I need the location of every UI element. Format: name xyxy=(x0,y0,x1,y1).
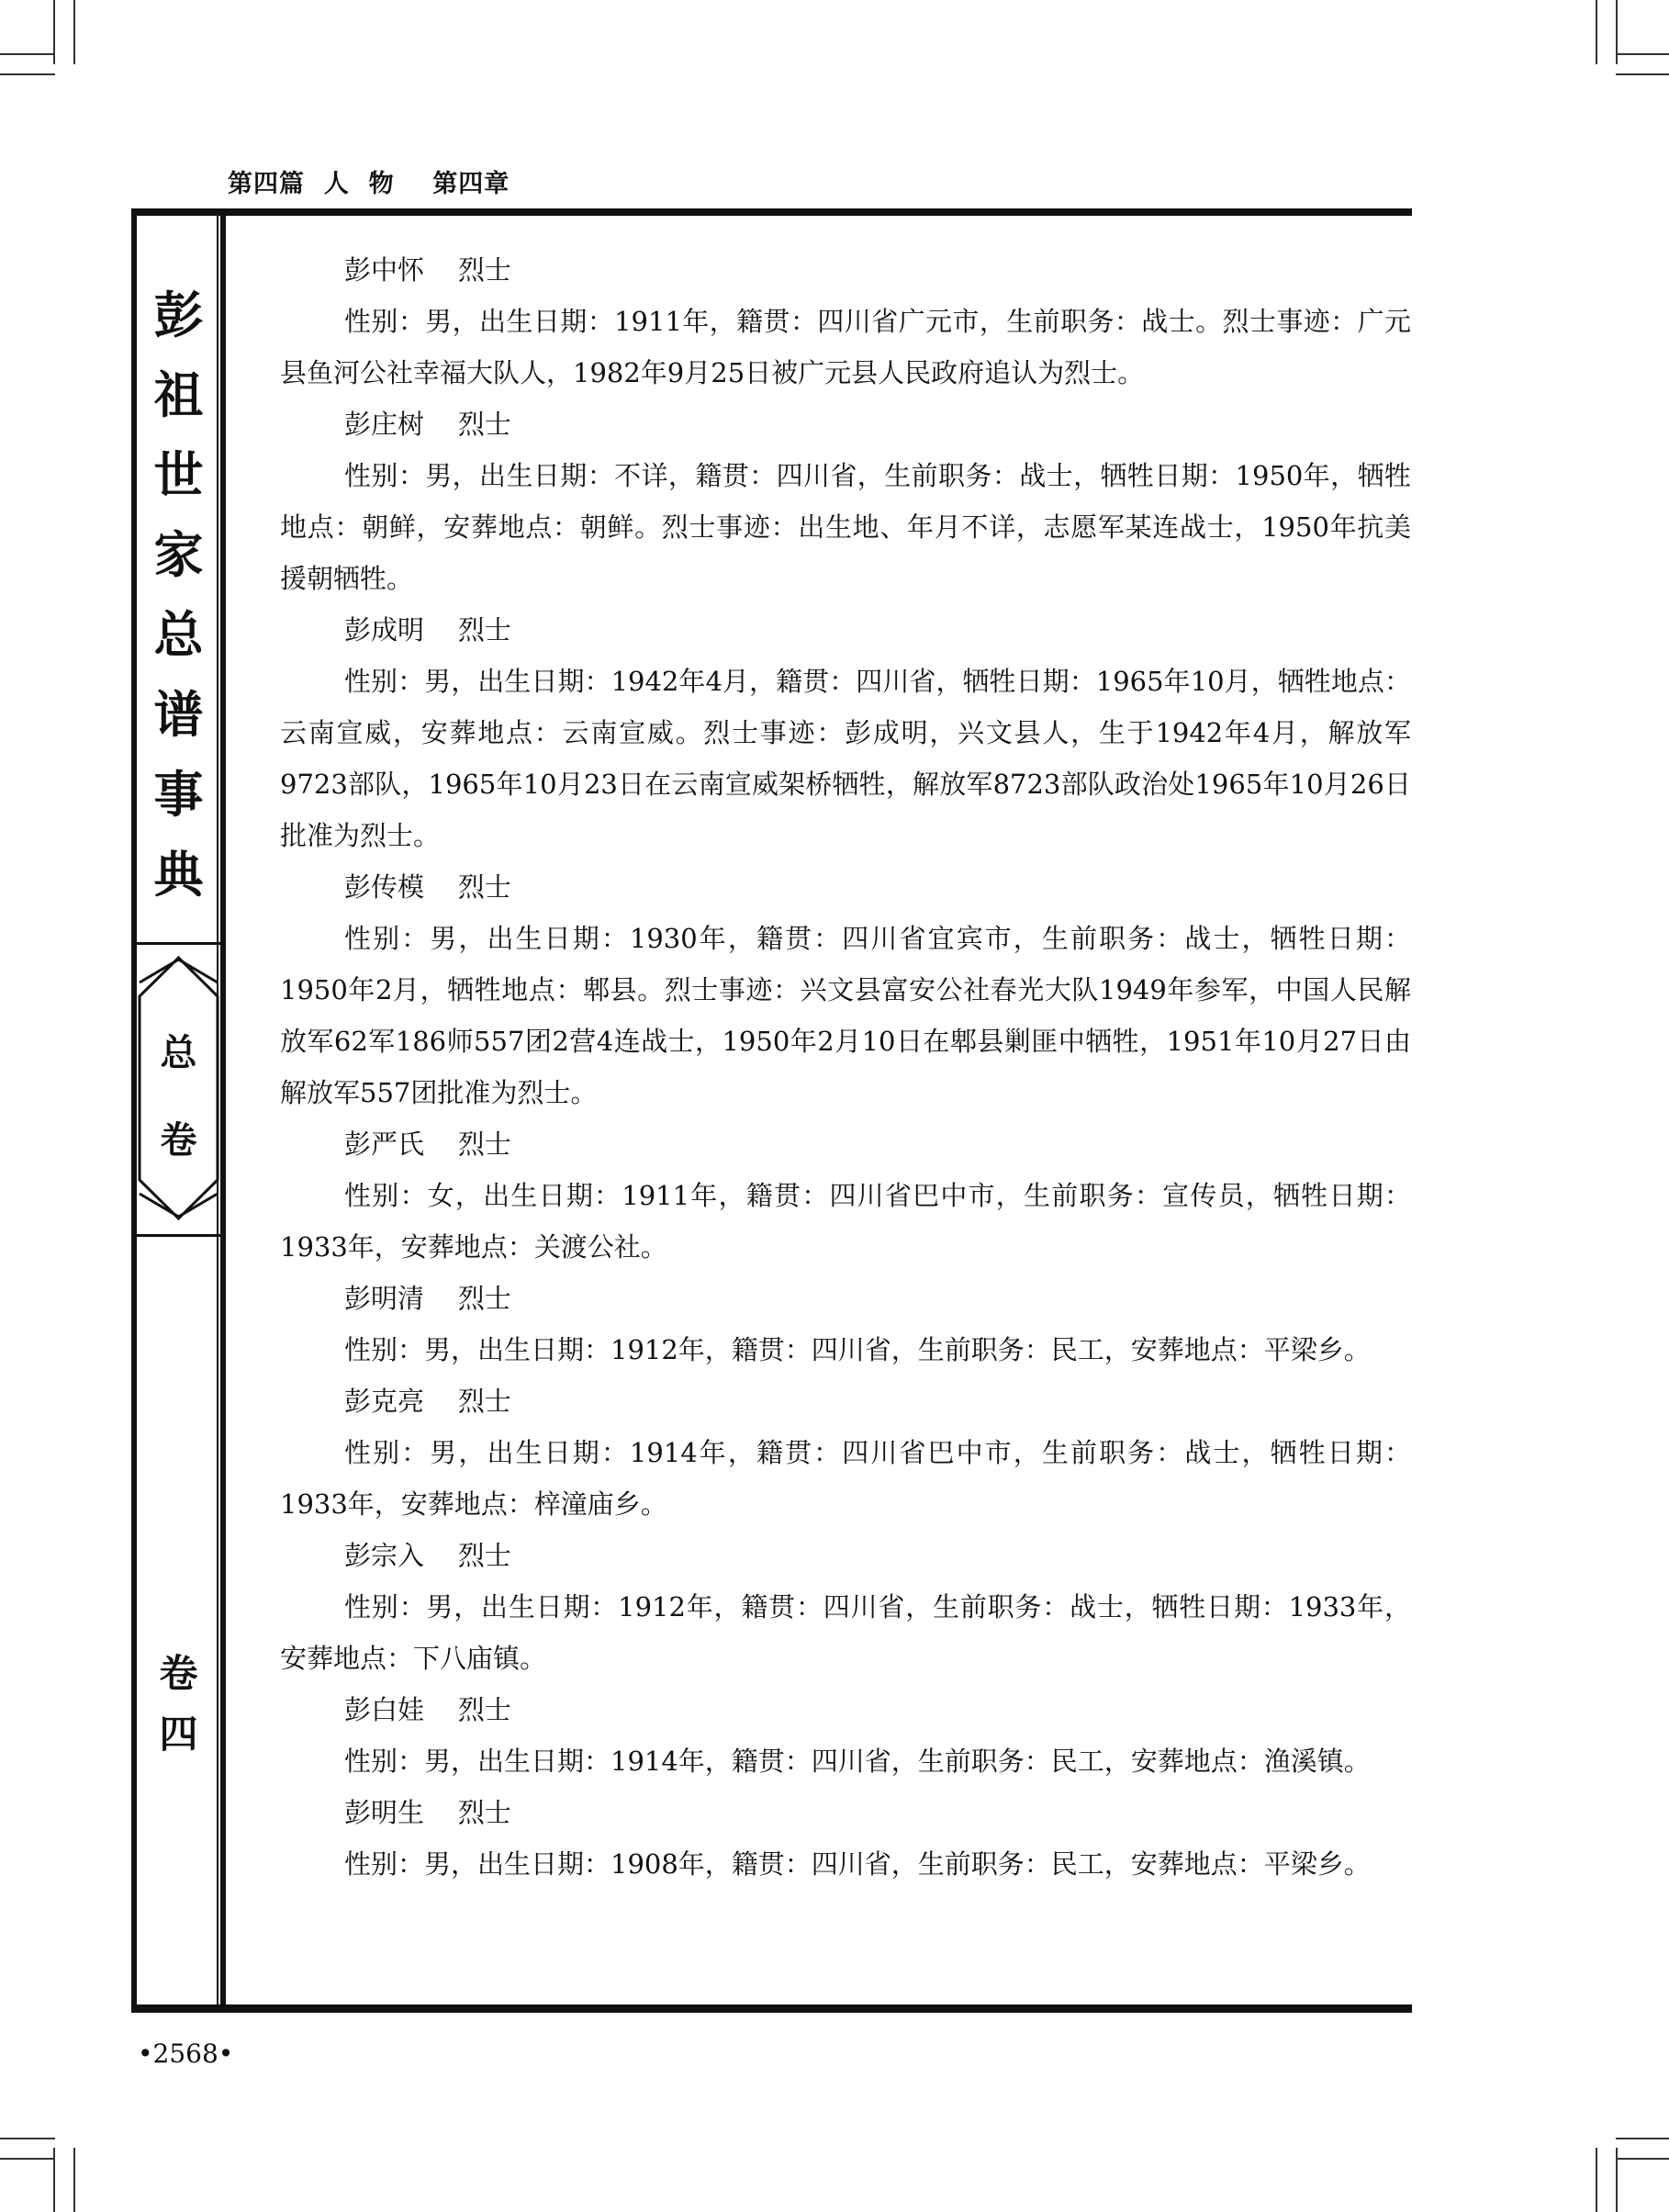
book-title-char: 家 xyxy=(153,526,204,584)
entry-title: 彭明生 烈士 xyxy=(344,1797,511,1828)
crop-mark xyxy=(1616,53,1669,55)
entry-title: 彭白娃 烈士 xyxy=(344,1694,511,1725)
entry-body: 性别：男，出生日期：1912年，籍贯：四川省，生前职务：民工，安葬地点：平梁乡。 xyxy=(344,1334,1371,1365)
list-item xyxy=(280,1273,1411,1375)
crop-mark xyxy=(0,73,55,75)
crop-mark xyxy=(1616,2158,1669,2160)
book-title-char: 世 xyxy=(153,446,204,504)
entry-title: 彭严氏 烈士 xyxy=(344,1128,511,1160)
entry-body: 性别：男，出生日期：1930年，籍贯：四川省宜宾市，生前职务：战士，牺牲日期：1950年2月，牺牲地点：郫县。烈士事迹：兴文县富安公社春光大队1949年参军，中国人民解放军62军186师557团2营4连战士，1950年2月10日在郫县剿匪中牺牲，1951年10月27日由解放军557团批准为烈士。 xyxy=(280,923,1411,1108)
entry-body: 性别：男，出生日期：1942年4月，籍贯：四川省，牺牲日期：1965年10月，牺牲地点：云南宣威，安葬地点：云南宣威。烈士事迹：彭成明，兴文县人，生于1942年4月，解放军9723部队，1965年10月23日在云南宣威架桥牺牲，解放军8723部队政治处1965年10月26日批准为烈士。 xyxy=(280,666,1411,851)
list-item xyxy=(280,1118,1411,1273)
crop-mark xyxy=(1596,0,1597,64)
volume-label-char: 卷 xyxy=(159,1651,198,1696)
book-title-char: 祖 xyxy=(153,366,204,424)
book-title-char: 彭 xyxy=(153,286,204,344)
book-title-char: 典 xyxy=(153,846,204,904)
entry-body: 性别：男，出生日期：1908年，籍贯：四川省，生前职务：民工，安葬地点：平梁乡。 xyxy=(344,1848,1371,1880)
entry-title: 彭宗入 烈士 xyxy=(344,1540,511,1571)
crop-mark xyxy=(73,2148,75,2212)
sidebar-border-right xyxy=(220,208,226,2013)
sidebar-separator xyxy=(137,1234,220,1237)
running-header: 第四篇 人 物 第四章 xyxy=(228,170,510,198)
entry-body: 性别：男，出生日期：1914年，籍贯：四川省巴中市，生前职务：战士，牺牲日期：1933年，安葬地点：梓潼庙乡。 xyxy=(280,1437,1411,1520)
list-item xyxy=(280,1787,1411,1890)
crop-mark xyxy=(0,53,55,55)
entry-body: 性别：男，出生日期：1911年，籍贯：四川省广元市，生前职务：战士。烈士事迹：广元县鱼河公社幸福大队人，1982年9月25日被广元县人民政府追认为烈士。 xyxy=(280,306,1411,388)
section-label-char: 总 xyxy=(160,1032,197,1074)
bottom-rule xyxy=(131,2004,1412,2013)
list-item xyxy=(280,1375,1411,1530)
list-item xyxy=(280,1684,1411,1787)
book-title-char: 总 xyxy=(153,606,204,664)
crop-mark xyxy=(1616,2138,1669,2139)
page-number: •2568• xyxy=(138,2038,234,2069)
list-item xyxy=(280,399,1411,604)
list-item xyxy=(280,1530,1411,1684)
entry-title: 彭明清 烈士 xyxy=(344,1283,511,1314)
entry-title: 彭克亮 烈士 xyxy=(344,1386,511,1417)
crop-mark xyxy=(0,2158,55,2160)
entry-title: 彭传模 烈士 xyxy=(344,871,511,903)
book-title-char: 谱 xyxy=(153,686,204,744)
crop-mark xyxy=(0,2138,55,2139)
sidebar-separator xyxy=(137,942,220,945)
list-item xyxy=(280,244,1411,399)
entry-body: 性别：男，出生日期：不详，籍贯：四川省，生前职务：战士，牺牲日期：1950年，牺牲地点：朝鲜，安葬地点：朝鲜。烈士事迹：出生地、年月不详，志愿军某连战士，1950年抗美援朝牺牲。 xyxy=(280,460,1411,594)
entry-title: 彭成明 烈士 xyxy=(344,614,511,646)
entry-title: 彭庄树 烈士 xyxy=(344,409,511,440)
crop-mark xyxy=(73,0,75,64)
entry-body: 性别：男，出生日期：1914年，籍贯：四川省，生前职务：民工，安葬地点：渔溪镇。 xyxy=(344,1746,1371,1777)
top-rule xyxy=(131,208,1412,216)
entry-body: 性别：女，出生日期：1911年，籍贯：四川省巴中市，生前职务：宣传员，牺牲日期：1933年，安葬地点：关渡公社。 xyxy=(280,1180,1411,1263)
entry-body: 性别：男，出生日期：1912年，籍贯：四川省，生前职务：战士，牺牲日期：1933年，安葬地点：下八庙镇。 xyxy=(280,1591,1411,1674)
book-title-char: 事 xyxy=(153,766,204,824)
crop-mark xyxy=(1616,73,1669,75)
section-label-char: 卷 xyxy=(160,1119,197,1162)
list-item xyxy=(280,604,1411,861)
entries-list xyxy=(280,244,1411,1890)
list-item xyxy=(280,861,1411,1118)
section-badge-frame xyxy=(137,955,220,1221)
entry-title: 彭中怀 烈士 xyxy=(344,254,511,286)
crop-mark xyxy=(1596,2148,1597,2212)
book-title-vertical xyxy=(137,275,220,915)
volume-label-char: 四 xyxy=(159,1712,198,1757)
